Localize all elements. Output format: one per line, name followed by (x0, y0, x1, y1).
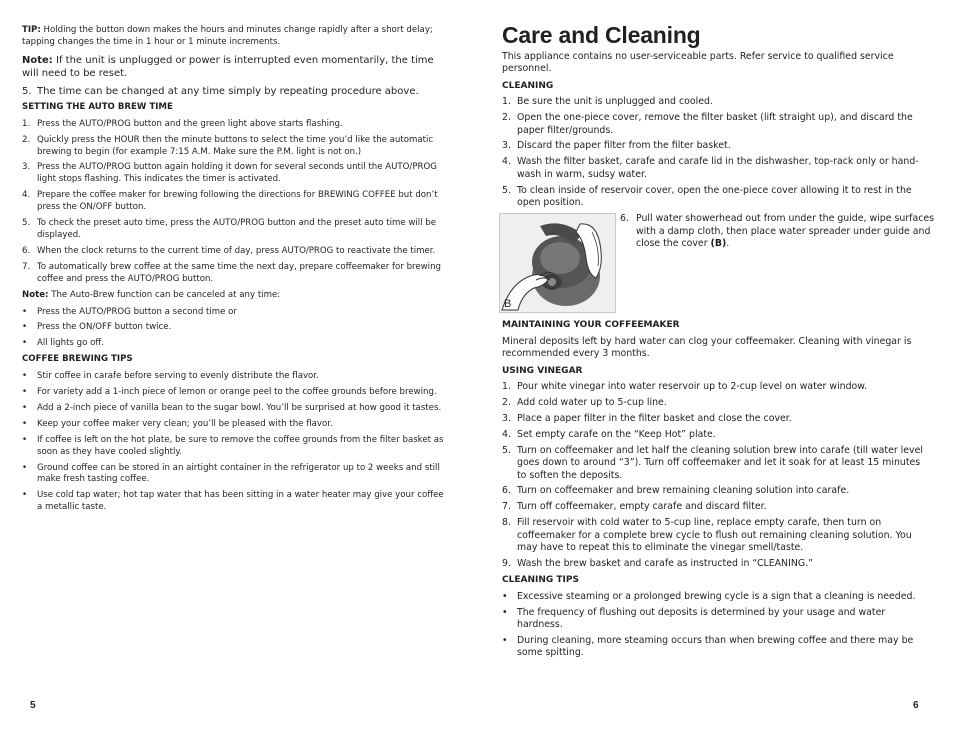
step-text: Pull water showerhead out from under the guide, wipe surfaces with a damp cloth, then place water spreader under guide and close the cover (636, 213, 934, 250)
tip-paragraph (22, 25, 450, 49)
tip-label: TIP: (22, 25, 41, 35)
vinegar-steps (502, 381, 930, 570)
auto-brew-steps (22, 119, 450, 286)
step-number: 5. (22, 85, 32, 97)
list-item (22, 246, 450, 258)
step-text: When the clock returns to the current time of day, press AUTO/PROG to reactivate the timer. (37, 245, 436, 256)
section-heading-auto-brew: SETTING THE AUTO BREW TIME (22, 101, 173, 112)
bullet: • (22, 387, 28, 398)
step-text: Wash the filter basket, carafe and carafe lid in the dishwasher, top-rack only or hand-wash in warm, sudsy water. (517, 156, 919, 180)
cleaning-tips-bullets (502, 591, 930, 660)
brewing-tips-bullets (22, 371, 450, 514)
bullet-text: Press the AUTO/PROG button a second time or (37, 306, 237, 317)
list-item (502, 397, 930, 409)
step-text: Prepare the coffee maker for brewing following the directions for BREWING COFFEE but don’t press the ON/OFF button. (37, 190, 438, 213)
note-reset-paragraph (22, 54, 450, 80)
list-item (502, 96, 930, 108)
list-item (502, 429, 930, 441)
step-text: Place a paper filter in the filter basket and close the cover. (517, 412, 792, 424)
list-item (22, 419, 450, 431)
list-item (502, 485, 930, 497)
step-number: 3. (502, 412, 511, 424)
right-page (502, 22, 934, 663)
step-number: 7. (22, 261, 31, 272)
step-text: Press the AUTO/PROG button and the green light above starts flashing. (37, 118, 343, 129)
showerhead-illustration (500, 214, 615, 312)
step-text: Wash the brew basket and carafe as instructed in “CLEANING.” (517, 557, 813, 569)
step-number: 4. (502, 156, 511, 168)
list-item (22, 190, 450, 214)
step-text: Open the one-piece cover, remove the filter basket (lift straight up), and discard the paper filter/grounds. (517, 112, 913, 136)
step-number: 6. (502, 485, 511, 497)
list-item (502, 112, 930, 137)
step-number: 9. (502, 557, 511, 569)
page-number-right: 6 (913, 700, 919, 711)
list-item (22, 371, 450, 383)
tip-text: Holding the button down makes the hours and minutes change rapidly after a short delay; tapping changes the time in 1 hour or 1 minute increments. (22, 25, 433, 47)
bullet: • (502, 606, 508, 618)
bullet-text: During cleaning, more steaming occurs than when brewing coffee and there may be some spitting. (517, 635, 914, 659)
list-item (22, 490, 450, 514)
note-label: Note: (22, 54, 53, 66)
figure-row (502, 213, 934, 313)
bullet: • (22, 371, 28, 382)
bullet-text: All lights go off. (37, 338, 104, 349)
bullet-text: For variety add a 1-inch piece of lemon or orange peel to the coffee grounds before brewing. (37, 387, 437, 398)
cleaning-step-6 (620, 213, 948, 250)
step-text: To clean inside of reservoir cover, open the one-piece cover allowing it to rest in the open position. (517, 184, 912, 209)
bullet: • (502, 590, 508, 602)
list-item (502, 381, 930, 393)
list-item (22, 262, 450, 286)
bullet: • (22, 490, 28, 501)
step-text: Be sure the unit is unplugged and cooled. (517, 96, 713, 108)
list-item (502, 445, 930, 482)
step-text: Turn on coffeemaker and brew remaining cleaning solution into carafe. (517, 485, 850, 497)
step-number: 8. (502, 517, 511, 529)
bullet: • (22, 338, 28, 349)
step-text: Add cold water up to 5-cup line. (517, 397, 667, 408)
step-text: Discard the paper filter from the filter basket. (517, 140, 731, 152)
list-item (502, 607, 930, 632)
intro-paragraph: This appliance contains no user-serviceable parts. Refer service to qualified service personnel. (502, 51, 894, 75)
step-number: 5. (502, 444, 511, 456)
list-item (22, 307, 450, 319)
bullet-text: Excessive steaming or a prolonged brewing cycle is a sign that a cleaning is needed. (517, 590, 916, 602)
list-item (22, 119, 450, 131)
step-text: Pour white vinegar into water reservoir up to 2-cup level on water window. (517, 381, 868, 393)
list-item (502, 635, 930, 660)
section-heading-cleaning-tips: CLEANING TIPS (502, 575, 579, 586)
step-number: 3. (22, 162, 31, 173)
step-number: 4. (22, 190, 31, 201)
step-number: 2. (502, 112, 511, 124)
bullet: • (502, 635, 508, 646)
note-cancel-paragraph (22, 290, 450, 302)
list-item (22, 338, 450, 350)
step-text: To automatically brew coffee at the same time the next day, prepare coffeemaker for brewing coffee and press the AUTO/PROG button. (37, 261, 441, 284)
step-text: Turn off coffeemaker, empty carafe and discard filter. (517, 501, 767, 513)
bullet: • (22, 418, 28, 429)
bullet-text: If coffee is left on the hot plate, be sure to remove the coffee grounds from the filter basket as soon as they have cooled slightly. (37, 434, 444, 457)
list-item (22, 463, 450, 487)
list-item (22, 322, 450, 334)
step-number: 5. (502, 184, 511, 196)
step-number: 1. (22, 118, 31, 129)
step-number: 2. (502, 397, 511, 408)
section-heading-vinegar: USING VINEGAR (502, 365, 583, 376)
bullet-text: Press the ON/OFF button twice. (37, 322, 172, 333)
left-page (22, 25, 450, 518)
list-item (502, 413, 930, 425)
note-text: The Auto-Brew function can be canceled at any time: (51, 289, 281, 300)
list-item (22, 387, 450, 399)
note-text: If the unit is unplugged or power is interrupted even momentarily, the time will need to be reset. (22, 54, 434, 79)
list-item (502, 517, 930, 554)
step-number: 7. (502, 501, 511, 513)
list-item (502, 501, 930, 513)
list-item (502, 156, 930, 181)
step-number: 6. (620, 213, 629, 225)
bullet-text: Use cold tap water; hot tap water that has been sitting in a water heater may give your coffee a metallic taste. (37, 490, 444, 513)
section-heading-brewing-tips: COFFEE BREWING TIPS (22, 354, 133, 365)
step-text: Fill reservoir with cold water to 5-cup line, replace empty carafe, then turn on coffeemaker for a complete brew cycle to flush out remaining cleaning solution. You may have to repeat this to eliminate the vinegar smell/taste. (517, 517, 912, 554)
note-label: Note: (22, 289, 49, 300)
list-item (502, 591, 930, 603)
list-item (502, 185, 930, 210)
step-text: Set empty carafe on the “Keep Hot” plate. (517, 428, 716, 440)
step-text: Turn on coffeemaker and let half the cleaning solution brew into carafe (till water level goes down to around “3”). Turn off coffeemaker and let it soak for at least 15 minutes to soften the deposits. (517, 444, 923, 481)
cancel-bullets (22, 307, 450, 351)
step-text: To check the preset auto time, press the AUTO/PROG button and the preset auto time will be displayed. (37, 218, 437, 240)
step-number: 2. (22, 134, 31, 145)
bullet-text: Keep your coffee maker very clean; you’ll be pleased with the flavor. (37, 418, 333, 429)
step-5-change-time (22, 85, 450, 98)
step-number: 1. (502, 96, 511, 108)
bullet-text: Add a 2-inch piece of vanilla bean to the sugar bowl. You’ll be surprised at how good it tastes. (37, 402, 442, 413)
step-number: 4. (502, 428, 511, 440)
step-text: Press the AUTO/PROG button again holding it down for several seconds until the AUTO/PROG light stops flashing. This indicates the timer is activated. (37, 162, 437, 185)
list-item (22, 435, 450, 459)
bullet: • (22, 434, 28, 445)
step-number: 5. (22, 218, 31, 229)
list-item (502, 140, 930, 152)
step-number: 6. (22, 245, 31, 256)
list-item (22, 135, 450, 159)
list-item (22, 162, 450, 186)
bullet-text: Ground coffee can be stored in an airtight container in the refrigerator up to 2 weeks and still make fresh tasting coffee. (37, 462, 440, 485)
figure-reference: (B) (710, 238, 727, 250)
figure-label: B (504, 298, 512, 311)
page-number-left: 5 (30, 700, 36, 711)
bullet: • (22, 306, 28, 317)
section-heading-cleaning: CLEANING (502, 80, 554, 91)
section-heading-maintaining: MAINTAINING YOUR COFFEEMAKER (502, 320, 680, 331)
step-number: 3. (502, 140, 511, 152)
list-item (502, 558, 930, 570)
bullet-text: Stir coffee in carafe before serving to evenly distribute the flavor. (37, 371, 319, 382)
bullet: • (22, 402, 28, 413)
illustration-figure-b (499, 213, 616, 313)
step-number: 1. (502, 381, 511, 393)
list-item (22, 403, 450, 415)
page-title: Care and Cleaning (502, 22, 701, 48)
maintaining-paragraph: Mineral deposits left by hard water can clog your coffeemaker. Cleaning with vinegar is recommended every 3 months. (502, 335, 912, 360)
bullet-text: The frequency of flushing out deposits is determined by your usage and water hardness. (517, 606, 886, 631)
list-item (22, 218, 450, 242)
step-text: Quickly press the HOUR then the minute buttons to select the time you’d like the automatic brewing to begin (for example 7:15 A.M. Make sure the P.M. light is not on.) (37, 134, 434, 157)
bullet: • (22, 322, 28, 333)
step-end: . (726, 238, 730, 250)
step-text: The time can be changed at any time simply by repeating procedure above. (37, 85, 419, 97)
cleaning-steps (502, 96, 930, 209)
bullet: • (22, 462, 28, 473)
